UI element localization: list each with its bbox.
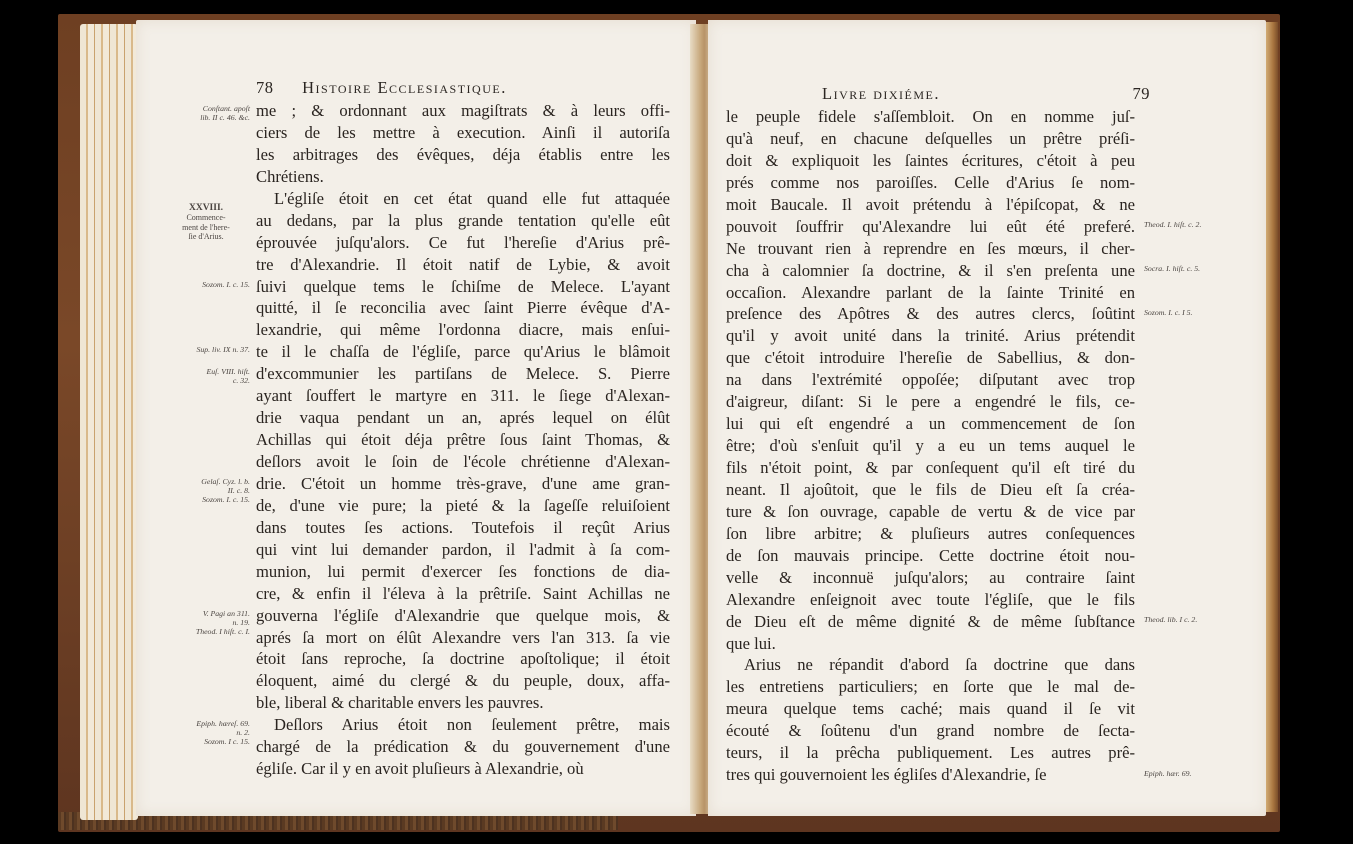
text-line: Achillas qui étoit déja prêtre ſous ſaint Thomas, & xyxy=(256,430,670,450)
margin-note-line: Theod. I. hiſt. c. 2. xyxy=(1144,219,1202,229)
margin-note xyxy=(1144,264,1200,273)
text-line: Deſlors Arius étoit non ſeulement prêtre, mais xyxy=(274,715,670,735)
margin-note-line: Gelaſ. Cyz. l. b. xyxy=(201,477,250,487)
text-line: Alexandre enſeignoit avec toute l'égliſe, que le fils xyxy=(726,589,1135,609)
left-page-number: 78 xyxy=(256,78,274,97)
text-line: de, d'une vie pure; la pieté & la ſageſſe reluiſoient xyxy=(256,495,670,515)
text-line: gouverna l'égliſe d'Alexandrie que quelque mois, & xyxy=(256,605,670,625)
right-page-number: 79 xyxy=(1132,84,1150,103)
text-line: quitté, il ſe reconcilia avec ſaint Pierre évêque d'A- xyxy=(256,298,670,318)
left-page-body xyxy=(256,100,670,780)
text-line: pouvoit ſouffrir qu'Alexandre lui eût été preferé. xyxy=(726,216,1135,236)
right-page-stack-edges xyxy=(1266,22,1278,812)
text-line: de Dieu eſt de même dignité & de même ſubſtance xyxy=(726,611,1135,631)
text-line: le peuple fidele s'aſſembloit. On en nomme juſ- xyxy=(726,107,1135,126)
text-line: éloquent, aimé du clergé & du peuple, doux, affa- xyxy=(256,671,670,691)
margin-note-line: II. c. 8. xyxy=(227,486,250,496)
text-line: tre d'Alexandrie. Il étoit natif de Lybie, & avoit xyxy=(256,254,670,274)
text-line: na dans l'extrémité oppoſée; diſputant avec trop xyxy=(726,370,1135,390)
text-line: lui qui eſt engendré a un commencement de ſon xyxy=(726,414,1135,434)
text-line: ture & ſon ouvrage, capable de vertu & de vice par xyxy=(726,501,1135,521)
text-line: lexandrie, qui même l'ordonna diacre, mais enſui- xyxy=(256,320,670,340)
margin-note-line: lib. II c. 46. &c. xyxy=(200,113,250,122)
margin-note xyxy=(196,719,250,746)
text-line: qu'à neuf, en chacune deſquelles un prêtre préſi- xyxy=(726,128,1135,148)
margin-note-line: n. 19. xyxy=(232,617,250,627)
text-line: ble, liberal & charitable envers les pauvres. xyxy=(256,693,544,713)
margin-note-line: Euſ. VIII. hiſt. xyxy=(206,367,250,377)
margin-note xyxy=(196,345,250,354)
margin-note xyxy=(1144,769,1191,778)
text-line: ſon libre arbitre; & pluſieurs autres conſequences xyxy=(726,523,1135,543)
text-line: neant. Il ajoûtoit, que le fils de Dieu eſt ſa créa- xyxy=(726,479,1135,499)
margin-note-line: c. 32. xyxy=(232,376,250,386)
text-line: ayant ſouffert le martyre en 311. le ſiege d'Alexan- xyxy=(256,386,670,406)
margin-note-line: Sozom. I c. 15. xyxy=(204,736,250,746)
text-line: au dedans, par la plus grande tentation qu'elle eût xyxy=(256,210,670,230)
text-line: dans toutes ſes actions. Toutefois il reçût Arius xyxy=(256,517,670,537)
left-page xyxy=(136,20,696,816)
margin-note-line: Socra. I. hiſt. c. 5. xyxy=(1144,263,1201,273)
text-line: les arbitrages des évêques, déja établis entre les xyxy=(256,144,670,164)
left-page-stack-edges xyxy=(80,24,138,820)
margin-note-line: Sozom. I. c. 15. xyxy=(202,279,250,289)
text-line: chargé de la prédication & du gouvernement d'une xyxy=(256,737,670,757)
text-line: d'aigreur, diſant: Si le pere a engendré le fils, ce- xyxy=(726,392,1135,412)
margin-note xyxy=(1144,308,1193,317)
margin-note-line: Sup. liv. IX n. 37. xyxy=(196,345,250,355)
section-heading-line: ment de l'here- xyxy=(182,222,230,232)
text-line: meura quelque tems caché; mais quand il ſe vit xyxy=(726,699,1135,719)
text-line: prés comme nos paroiſſes. Celle d'Arius ſe nom- xyxy=(726,172,1135,192)
text-line: Chrétiens. xyxy=(256,166,324,186)
text-line: écouté & ſoûtenu d'un grand nombre de ſecta- xyxy=(726,721,1135,741)
text-line: égliſe. Car il y en avoit pluſieurs à Alexandrie, où xyxy=(256,759,584,779)
margin-note-line: n. 2. xyxy=(236,727,250,737)
text-line: qu'il y avoit unité dans la trinité. Arius prétendit xyxy=(726,326,1135,346)
margin-note xyxy=(196,609,250,636)
text-line: munion, lui permit d'exercer ſes fonctions de dia- xyxy=(256,561,670,581)
left-running-title: Histoire Ecclesiastique. xyxy=(302,78,507,97)
section-number: XXVIII. xyxy=(188,202,224,213)
text-line: ciers de les mettre à execution. Ainſi il autoriſa xyxy=(256,122,670,142)
section-heading xyxy=(162,204,250,242)
text-line: que lui. xyxy=(726,633,776,653)
text-line: fils n'étoit point, & par conſequent qu'il eſt tiré du xyxy=(726,458,1135,477)
text-line: aprés ſa mort on élût Alexandre vers l'an 313. ſa vie xyxy=(256,627,670,647)
text-line: Arius ne répandit d'abord ſa doctrine que dans xyxy=(744,655,1135,675)
margin-note xyxy=(206,367,250,385)
margin-note xyxy=(1144,220,1201,229)
text-line: teurs, il la prêcha publiquement. Les autres prê- xyxy=(726,743,1135,763)
text-line: tres qui gouvernoient les égliſes d'Alexandrie, ſe xyxy=(726,765,1047,785)
margin-note xyxy=(200,104,250,122)
right-page-body xyxy=(726,106,1135,786)
text-line: que c'étoit introduire l'hereſie de Sabellius, & don- xyxy=(726,348,1135,368)
text-line: me ; & ordonnant aux magiſtrats & à leurs offi- xyxy=(256,101,670,120)
margin-note-line: Theod. lib. I c. 2. xyxy=(1144,614,1198,624)
text-line: preſence des Apôtres & des autres clercs, ſoûtint xyxy=(726,304,1135,324)
text-line: étoit ſans reproche, ſa doctrine apoſtolique; il étoit xyxy=(256,649,670,669)
text-line: velle & inconnuë juſqu'alors; au contraire ſaint xyxy=(726,567,1135,587)
text-line: être; d'où s'enſuit qu'il y a eu un tems auquel le xyxy=(726,436,1135,456)
section-heading-line: ſie d'Arius. xyxy=(188,232,224,242)
margin-note-line: Theod. I hiſt. c. I. xyxy=(195,626,250,636)
text-line: cha à calomnier ſa doctrine, & il s'en preſenta une xyxy=(726,260,1135,280)
text-line: drie. C'étoit un homme très-grave, d'une ame gran- xyxy=(256,473,670,493)
left-page-header xyxy=(256,78,666,98)
section-heading-line: Commence- xyxy=(186,213,226,223)
text-line: de ſon mauvais principe. Cette doctrine étoit nou- xyxy=(726,545,1135,565)
text-line: L'égliſe étoit en cet état quand elle fut attaquée xyxy=(274,188,670,208)
text-line: te il le chaſſa de l'égliſe, parce qu'Arius le blâmoit xyxy=(256,342,670,362)
margin-note xyxy=(1144,615,1197,624)
margin-note-line: Conſtant. apoſt xyxy=(202,104,250,113)
text-line: ſuivi quelque tems le ſchiſme de Melece. L'ayant xyxy=(256,276,670,296)
margin-note-line: Epiph. hær. 69. xyxy=(1144,768,1192,778)
text-line: occaſion. Alexandre parlant de la ſainte Trinité en xyxy=(726,282,1135,302)
text-line: doit & expliquoit les ſaintes écritures, c'étoit à peu xyxy=(726,150,1135,170)
text-line: drie vaqua pendant un an, aprés lequel on élût xyxy=(256,408,670,428)
text-line: deſlors avoit le ſoin de l'école chrétienne d'Alexan- xyxy=(256,452,670,471)
text-line: d'excommunier les partiſans de Melece. S. Pierre xyxy=(256,364,670,384)
text-line: les entretiens particuliers; en ſorte que le mal de- xyxy=(726,677,1135,697)
text-line: moit Baucale. Il avoit prétendu à l'épiſcopat, & ne xyxy=(726,194,1135,214)
text-line: qui vint lui demander pardon, il l'admit à ſa com- xyxy=(256,539,670,559)
margin-note-line: Sozom. I. c. I 5. xyxy=(1144,307,1193,317)
text-line: éprouvée juſqu'alors. Ce fut l'hereſie d'Arius prê- xyxy=(256,232,670,252)
right-page-header xyxy=(816,84,1150,104)
text-line: Ne trouvant rien à reprendre en ſes mœurs, il cher- xyxy=(726,238,1135,258)
margin-note xyxy=(202,280,250,289)
margin-note xyxy=(201,477,250,504)
margin-note-line: Sozom. I. c. 15. xyxy=(202,495,250,505)
text-line: cre, & enfin il l'éleva à la prêtriſe. Saint Achillas ne xyxy=(256,583,670,603)
margin-note-line: V. Pagi an 311. xyxy=(202,608,250,618)
right-running-title: Livre dixiéme. xyxy=(822,84,940,103)
margin-note-line: Epiph. hæreſ. 69. xyxy=(196,718,250,728)
right-page xyxy=(708,20,1266,816)
